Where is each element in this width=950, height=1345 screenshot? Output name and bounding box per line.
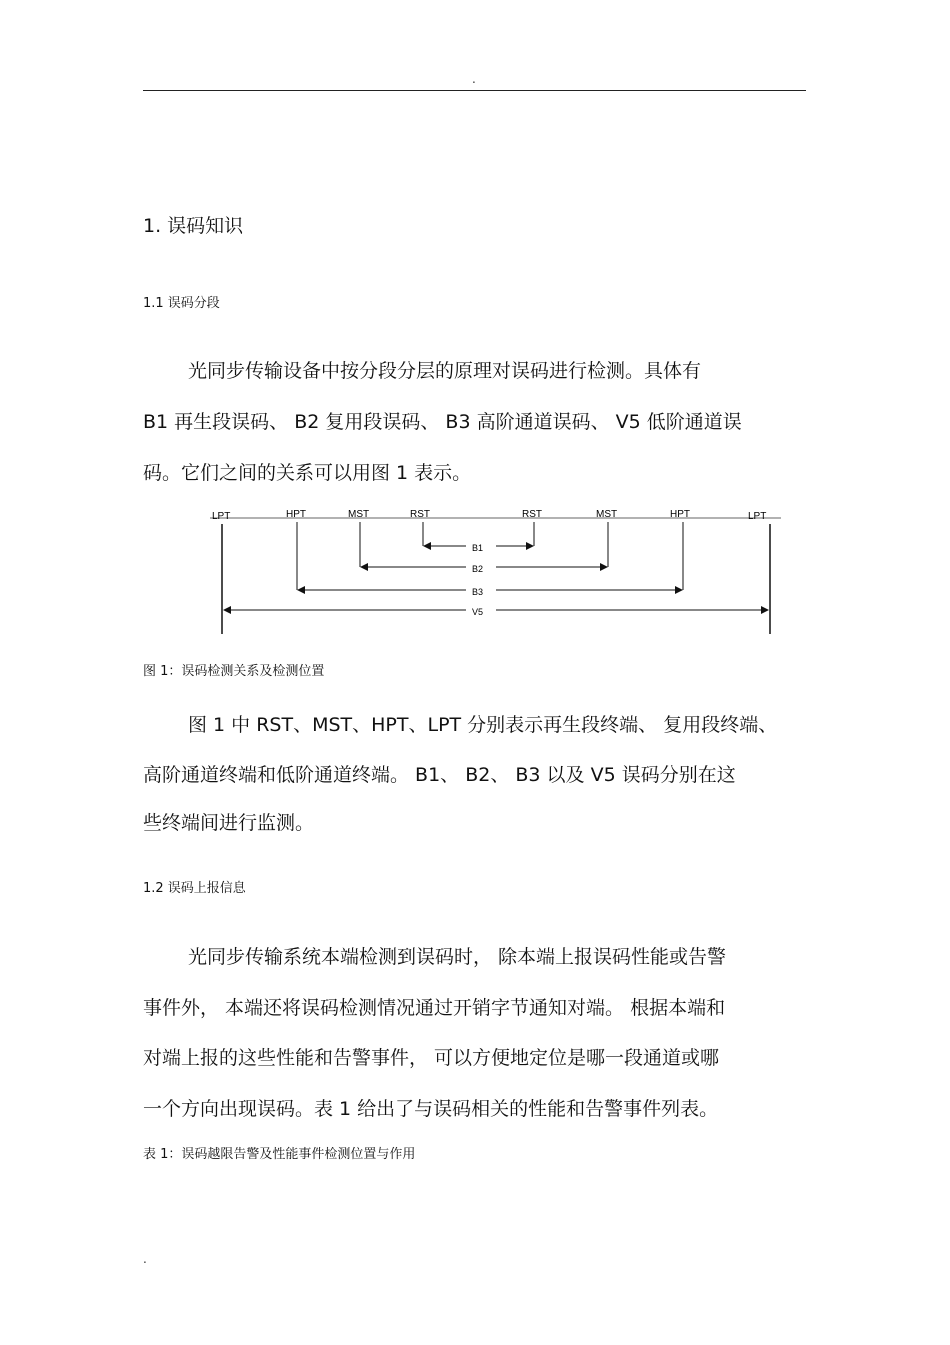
para-2-line-2: 高阶通道终端和低阶通道终端。 B1、 B2、 B3 以及 V5 误码分别在这 [143,764,736,786]
span-label-v5: V5 [472,607,484,617]
para-2-line-3: 些终端间进行监测。 [143,812,315,834]
para-2-line-1: 图 1 中 RST、MST、HPT、LPT 分别表示再生段终端、 复用段终端、 [188,714,778,736]
section-1-2-title: 1.2 误码上报信息 [143,881,246,896]
para-3-line-4: 一个方向出现误码。表 1 给出了与误码相关的性能和告警事件列表。 [143,1098,719,1120]
section-1-1-title: 1.1 误码分段 [143,296,220,311]
para-3-line-2: 事件外， 本端还将误码检测情况通过开销字节通知对端。 根据本端和 [143,997,726,1019]
footer-dot: . [143,1252,147,1266]
table-1-caption: 表 1：误码越限告警及性能事件检测位置与作用 [143,1147,416,1162]
node-label: MST [596,509,618,520]
node-label: MST [348,509,370,520]
para-1-line-2: B1 再生段误码、 B2 复用段误码、 B3 高阶通道误码、 V5 低阶通道误 [143,411,742,433]
para-3-line-1: 光同步传输系统本端检测到误码时， 除本端上报误码性能或告警 [188,946,727,968]
span-label-b1: B1 [472,543,484,553]
node-label: RST [410,509,430,520]
header-rule [143,90,806,91]
span-label-b2: B2 [472,564,484,574]
figure-1-diagram [208,502,783,637]
para-3-line-3: 对端上报的这些性能和告警事件， 可以方便地定位是哪一段通道或哪 [143,1047,720,1069]
header-dot: . [472,72,476,86]
node-label: RST [522,509,542,520]
span-label-b3: B3 [472,587,484,597]
node-label: HPT [670,509,690,520]
node-label: LPT [748,511,767,522]
para-1-line-1: 光同步传输设备中按分段分层的原理对误码进行检测。具体有 [188,360,702,382]
node-label: LPT [212,511,231,522]
figure-1-caption: 图 1：误码检测关系及检测位置 [143,664,325,679]
para-1-line-3: 码。它们之间的关系可以用图 1 表示。 [143,462,472,484]
node-label: HPT [286,509,306,520]
section-1-title: 1. 误码知识 [143,215,244,237]
